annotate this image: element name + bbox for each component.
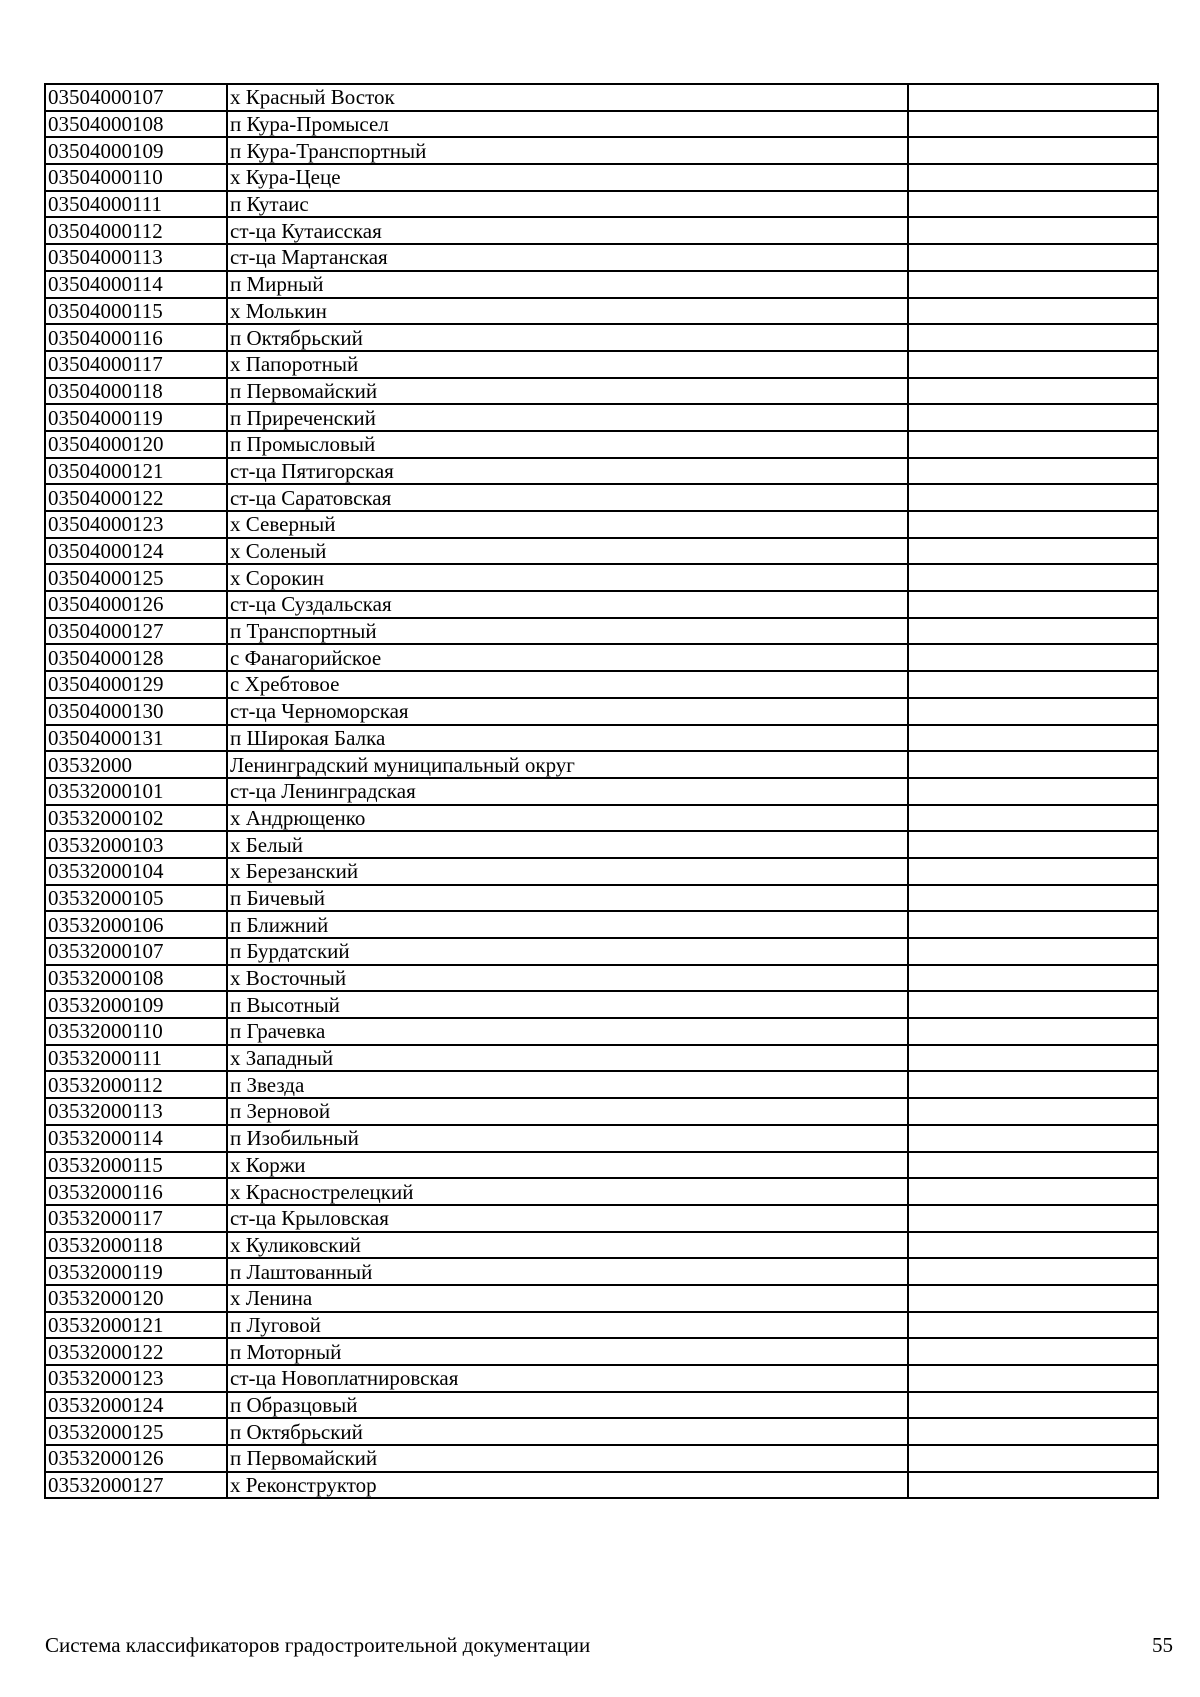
code-cell: 03532000118 [45, 1232, 227, 1259]
table-row [45, 564, 1158, 591]
note-cell [908, 458, 1158, 485]
name-cell: ст-ца Крыловская [227, 1205, 908, 1232]
table-row [45, 1365, 1158, 1392]
note-cell [908, 671, 1158, 698]
note-cell [908, 1338, 1158, 1365]
name-cell: х Папоротный [227, 351, 908, 378]
code-cell: 03532000122 [45, 1338, 227, 1365]
page-number: 55 [1152, 1633, 1173, 1657]
table-row [45, 111, 1158, 138]
note-cell [908, 778, 1158, 805]
table-row [45, 324, 1158, 351]
note-cell [908, 351, 1158, 378]
note-cell [908, 1445, 1158, 1472]
note-cell [908, 484, 1158, 511]
code-cell: 03504000114 [45, 271, 227, 298]
table-row [45, 137, 1158, 164]
note-cell [908, 84, 1158, 111]
code-cell: 03532000109 [45, 991, 227, 1018]
note-cell [908, 164, 1158, 191]
note-cell [908, 1392, 1158, 1419]
note-cell [908, 1018, 1158, 1045]
name-cell: х Ленина [227, 1285, 908, 1312]
name-cell: п Лаштованный [227, 1258, 908, 1285]
table-row [45, 885, 1158, 912]
name-cell: п Ближний [227, 911, 908, 938]
code-cell: 03532000108 [45, 965, 227, 992]
name-cell: п Зерновой [227, 1098, 908, 1125]
table-row [45, 751, 1158, 778]
table-row [45, 538, 1158, 565]
table-row [45, 1152, 1158, 1179]
table-row [45, 351, 1158, 378]
note-cell [908, 1178, 1158, 1205]
table-row [45, 938, 1158, 965]
code-cell: 03532000106 [45, 911, 227, 938]
name-cell: х Соленый [227, 538, 908, 565]
name-cell: х Западный [227, 1045, 908, 1072]
table-row [45, 271, 1158, 298]
code-cell: 03532000115 [45, 1152, 227, 1179]
code-cell: 03532000119 [45, 1258, 227, 1285]
name-cell: х Коржи [227, 1152, 908, 1179]
note-cell [908, 511, 1158, 538]
name-cell: х Куликовский [227, 1232, 908, 1259]
code-cell: 03532000123 [45, 1365, 227, 1392]
code-cell: 03532000117 [45, 1205, 227, 1232]
note-cell [908, 1418, 1158, 1445]
code-cell: 03504000118 [45, 378, 227, 405]
name-cell: х Кура-Цеце [227, 164, 908, 191]
code-cell: 03504000130 [45, 698, 227, 725]
note-cell [908, 805, 1158, 832]
table-row [45, 911, 1158, 938]
table-row [45, 1071, 1158, 1098]
code-cell: 03504000127 [45, 618, 227, 645]
table-row [45, 1205, 1158, 1232]
name-cell: п Кутаис [227, 191, 908, 218]
note-cell [908, 1152, 1158, 1179]
table-row [45, 217, 1158, 244]
name-cell: п Октябрьский [227, 324, 908, 351]
code-cell: 03532000 [45, 751, 227, 778]
code-cell: 03504000112 [45, 217, 227, 244]
code-cell: 03504000122 [45, 484, 227, 511]
name-cell: п Изобильный [227, 1125, 908, 1152]
name-cell: п Луговой [227, 1312, 908, 1339]
code-cell: 03532000126 [45, 1445, 227, 1472]
name-cell: х Березанский [227, 858, 908, 885]
note-cell [908, 911, 1158, 938]
code-cell: 03532000113 [45, 1098, 227, 1125]
table-row [45, 1232, 1158, 1259]
table-row [45, 164, 1158, 191]
code-cell: 03504000109 [45, 137, 227, 164]
table-row [45, 298, 1158, 325]
note-cell [908, 831, 1158, 858]
note-cell [908, 1472, 1158, 1499]
table-row [45, 671, 1158, 698]
code-cell: 03532000102 [45, 805, 227, 832]
table-row [45, 431, 1158, 458]
name-cell: п Кура-Промысел [227, 111, 908, 138]
name-cell: п Звезда [227, 1071, 908, 1098]
name-cell: с Фанагорийское [227, 644, 908, 671]
code-cell: 03504000119 [45, 404, 227, 431]
code-cell: 03532000114 [45, 1125, 227, 1152]
table-row [45, 84, 1158, 111]
name-cell: п Широкая Балка [227, 725, 908, 752]
code-cell: 03532000127 [45, 1472, 227, 1499]
name-cell: х Красный Восток [227, 84, 908, 111]
table-row [45, 484, 1158, 511]
table-row [45, 1445, 1158, 1472]
name-cell: х Реконструктор [227, 1472, 908, 1499]
name-cell: п Приреченский [227, 404, 908, 431]
name-cell: п Транспортный [227, 618, 908, 645]
code-cell: 03504000124 [45, 538, 227, 565]
note-cell [908, 591, 1158, 618]
table-row [45, 1285, 1158, 1312]
name-cell: ст-ца Мартанская [227, 244, 908, 271]
name-cell: ст-ца Саратовская [227, 484, 908, 511]
note-cell [908, 1098, 1158, 1125]
name-cell: п Моторный [227, 1338, 908, 1365]
code-cell: 03504000131 [45, 725, 227, 752]
name-cell: п Бичевый [227, 885, 908, 912]
name-cell: Ленинградский муниципальный округ [227, 751, 908, 778]
name-cell: х Молькин [227, 298, 908, 325]
table-row [45, 244, 1158, 271]
table-row [45, 725, 1158, 752]
name-cell: ст-ца Суздальская [227, 591, 908, 618]
code-cell: 03532000125 [45, 1418, 227, 1445]
code-cell: 03532000111 [45, 1045, 227, 1072]
note-cell [908, 1258, 1158, 1285]
code-cell: 03504000125 [45, 564, 227, 591]
note-cell [908, 885, 1158, 912]
table-row [45, 991, 1158, 1018]
table-row [45, 805, 1158, 832]
code-cell: 03532000120 [45, 1285, 227, 1312]
table-row [45, 378, 1158, 405]
name-cell: п Бурдатский [227, 938, 908, 965]
note-cell [908, 404, 1158, 431]
note-cell [908, 644, 1158, 671]
note-cell [908, 698, 1158, 725]
table-row [45, 1472, 1158, 1499]
table-row [45, 591, 1158, 618]
name-cell: с Хребтовое [227, 671, 908, 698]
name-cell: ст-ца Черноморская [227, 698, 908, 725]
note-cell [908, 1045, 1158, 1072]
classifier-table-container [44, 83, 1157, 1499]
classifier-table-body [45, 84, 1158, 1498]
table-row [45, 511, 1158, 538]
table-row [45, 778, 1158, 805]
name-cell: п Грачевка [227, 1018, 908, 1045]
table-row [45, 1258, 1158, 1285]
classifier-table [44, 83, 1159, 1499]
note-cell [908, 1125, 1158, 1152]
code-cell: 03504000113 [45, 244, 227, 271]
name-cell: п Первомайский [227, 1445, 908, 1472]
table-row [45, 965, 1158, 992]
note-cell [908, 538, 1158, 565]
code-cell: 03532000105 [45, 885, 227, 912]
code-cell: 03504000115 [45, 298, 227, 325]
note-cell [908, 858, 1158, 885]
code-cell: 03504000126 [45, 591, 227, 618]
code-cell: 03532000121 [45, 1312, 227, 1339]
note-cell [908, 324, 1158, 351]
code-cell: 03532000110 [45, 1018, 227, 1045]
note-cell [908, 725, 1158, 752]
name-cell: п Промысловый [227, 431, 908, 458]
name-cell: х Краснострелецкий [227, 1178, 908, 1205]
code-cell: 03504000129 [45, 671, 227, 698]
name-cell: п Кура-Транспортный [227, 137, 908, 164]
code-cell: 03504000121 [45, 458, 227, 485]
code-cell: 03504000111 [45, 191, 227, 218]
table-row [45, 1312, 1158, 1339]
table-row [45, 458, 1158, 485]
note-cell [908, 378, 1158, 405]
table-row [45, 698, 1158, 725]
table-row [45, 618, 1158, 645]
code-cell: 03532000101 [45, 778, 227, 805]
note-cell [908, 1071, 1158, 1098]
code-cell: 03504000107 [45, 84, 227, 111]
note-cell [908, 938, 1158, 965]
table-row [45, 1418, 1158, 1445]
code-cell: 03504000120 [45, 431, 227, 458]
code-cell: 03504000110 [45, 164, 227, 191]
name-cell: ст-ца Новоплатнировская [227, 1365, 908, 1392]
code-cell: 03504000123 [45, 511, 227, 538]
note-cell [908, 1232, 1158, 1259]
code-cell: 03504000128 [45, 644, 227, 671]
table-row [45, 858, 1158, 885]
note-cell [908, 751, 1158, 778]
note-cell [908, 431, 1158, 458]
note-cell [908, 271, 1158, 298]
code-cell: 03532000116 [45, 1178, 227, 1205]
name-cell: ст-ца Кутаисская [227, 217, 908, 244]
note-cell [908, 1365, 1158, 1392]
name-cell: ст-ца Пятигорская [227, 458, 908, 485]
code-cell: 03504000117 [45, 351, 227, 378]
name-cell: п Мирный [227, 271, 908, 298]
code-cell: 03504000116 [45, 324, 227, 351]
table-row [45, 1018, 1158, 1045]
note-cell [908, 217, 1158, 244]
table-row [45, 1178, 1158, 1205]
table-row [45, 1125, 1158, 1152]
note-cell [908, 244, 1158, 271]
note-cell [908, 1205, 1158, 1232]
name-cell: х Северный [227, 511, 908, 538]
note-cell [908, 1285, 1158, 1312]
name-cell: ст-ца Ленинградская [227, 778, 908, 805]
name-cell: п Образцовый [227, 1392, 908, 1419]
name-cell: х Андрющенко [227, 805, 908, 832]
footer-title: Система классификаторов градостроительной документации [45, 1633, 591, 1657]
table-row [45, 1392, 1158, 1419]
code-cell: 03532000103 [45, 831, 227, 858]
table-row [45, 831, 1158, 858]
note-cell [908, 111, 1158, 138]
table-row [45, 644, 1158, 671]
note-cell [908, 1312, 1158, 1339]
table-row [45, 404, 1158, 431]
note-cell [908, 191, 1158, 218]
note-cell [908, 137, 1158, 164]
table-row [45, 1098, 1158, 1125]
name-cell: п Первомайский [227, 378, 908, 405]
page-footer [45, 1633, 1173, 1658]
name-cell: п Высотный [227, 991, 908, 1018]
name-cell: х Восточный [227, 965, 908, 992]
code-cell: 03504000108 [45, 111, 227, 138]
name-cell: х Белый [227, 831, 908, 858]
note-cell [908, 965, 1158, 992]
code-cell: 03532000124 [45, 1392, 227, 1419]
note-cell [908, 564, 1158, 591]
name-cell: п Октябрьский [227, 1418, 908, 1445]
note-cell [908, 298, 1158, 325]
note-cell [908, 618, 1158, 645]
code-cell: 03532000107 [45, 938, 227, 965]
code-cell: 03532000112 [45, 1071, 227, 1098]
table-row [45, 1045, 1158, 1072]
note-cell [908, 991, 1158, 1018]
code-cell: 03532000104 [45, 858, 227, 885]
table-row [45, 1338, 1158, 1365]
name-cell: х Сорокин [227, 564, 908, 591]
table-row [45, 191, 1158, 218]
